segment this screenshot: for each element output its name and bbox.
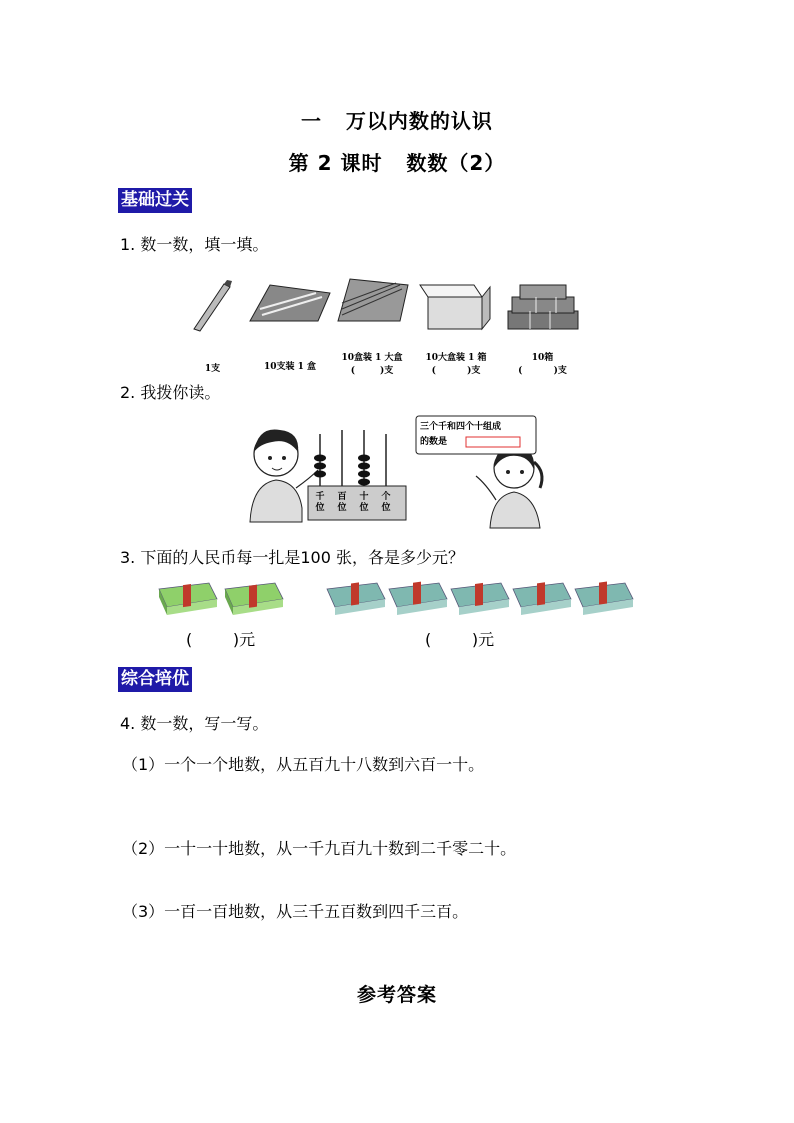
pencil-icon bbox=[194, 280, 232, 331]
q1-caption-5: 10箱 ( )支 bbox=[518, 353, 567, 376]
question-2: 2. 我拨你读。 bbox=[120, 383, 221, 402]
question-4-part-2: （2）一十一十地数，从一千九百九十数到二千零二十。 bbox=[122, 839, 517, 858]
q3-answer-blank-1[interactable]: ( )元 bbox=[186, 630, 256, 649]
carton-stack-icon bbox=[508, 285, 578, 329]
teal-note-bundle-5 bbox=[575, 581, 633, 615]
green-note-bundle-1 bbox=[159, 583, 217, 615]
teal-note-bundle-4 bbox=[513, 582, 571, 615]
q2-figure bbox=[240, 412, 552, 530]
abacus-scene bbox=[240, 412, 552, 530]
q1-figure bbox=[190, 275, 585, 376]
green-note-bundle-2 bbox=[225, 583, 283, 615]
abacus-place-tens: 十位 bbox=[359, 492, 369, 513]
q1-caption-4: 10大盒装 1 箱 ( )支 bbox=[425, 353, 487, 376]
q3-answer-blank-2[interactable]: ( )元 bbox=[425, 630, 495, 649]
teal-note-bundle-1 bbox=[327, 582, 385, 615]
q1-caption-1: 1支 bbox=[204, 364, 221, 374]
abacus-place-ones: 个位 bbox=[381, 492, 391, 513]
answer-key-title: 参考答案 bbox=[356, 984, 437, 1006]
pencil-box-icon bbox=[250, 285, 330, 321]
abacus-place-thousands: 千位 bbox=[315, 492, 325, 513]
abacus-place-hundreds: 百位 bbox=[337, 492, 347, 513]
q1-caption-3: 10盒装 1 大盒 ( )支 bbox=[341, 353, 403, 376]
question-1: 1. 数一数，填一填。 bbox=[120, 235, 269, 254]
bubble-text-line1: 三个千和四个十组成 bbox=[420, 422, 502, 432]
q3-banknotes bbox=[155, 577, 640, 617]
section-advanced-badge: 综合培优 bbox=[118, 667, 192, 692]
big-box-icon bbox=[338, 279, 408, 321]
girl-icon bbox=[476, 446, 542, 528]
bubble-text-line2: 的数是 bbox=[420, 437, 448, 447]
teal-note-bundle-3 bbox=[451, 583, 509, 615]
lesson-title: 第 2 课时 数数（2） bbox=[288, 151, 506, 175]
section-basic-badge: 基础过关 bbox=[118, 188, 192, 213]
q1-caption-2: 10支装 1 盒 bbox=[263, 362, 317, 372]
q1-illustrations bbox=[190, 275, 585, 335]
question-4-part-1: （1）一个一个地数，从五百九十八数到六百一十。 bbox=[122, 755, 485, 774]
question-3: 3. 下面的人民币每一扎是100 张，各是多少元？ bbox=[120, 548, 464, 567]
unit-title: 一 万以内数的认识 bbox=[301, 109, 493, 133]
question-4-part-3: （3）一百一百地数，从三千五百数到四千三百。 bbox=[122, 902, 469, 921]
question-4: 4. 数一数，写一写。 bbox=[120, 714, 269, 733]
teal-note-bundle-2 bbox=[389, 582, 447, 615]
carton-icon bbox=[420, 285, 490, 329]
